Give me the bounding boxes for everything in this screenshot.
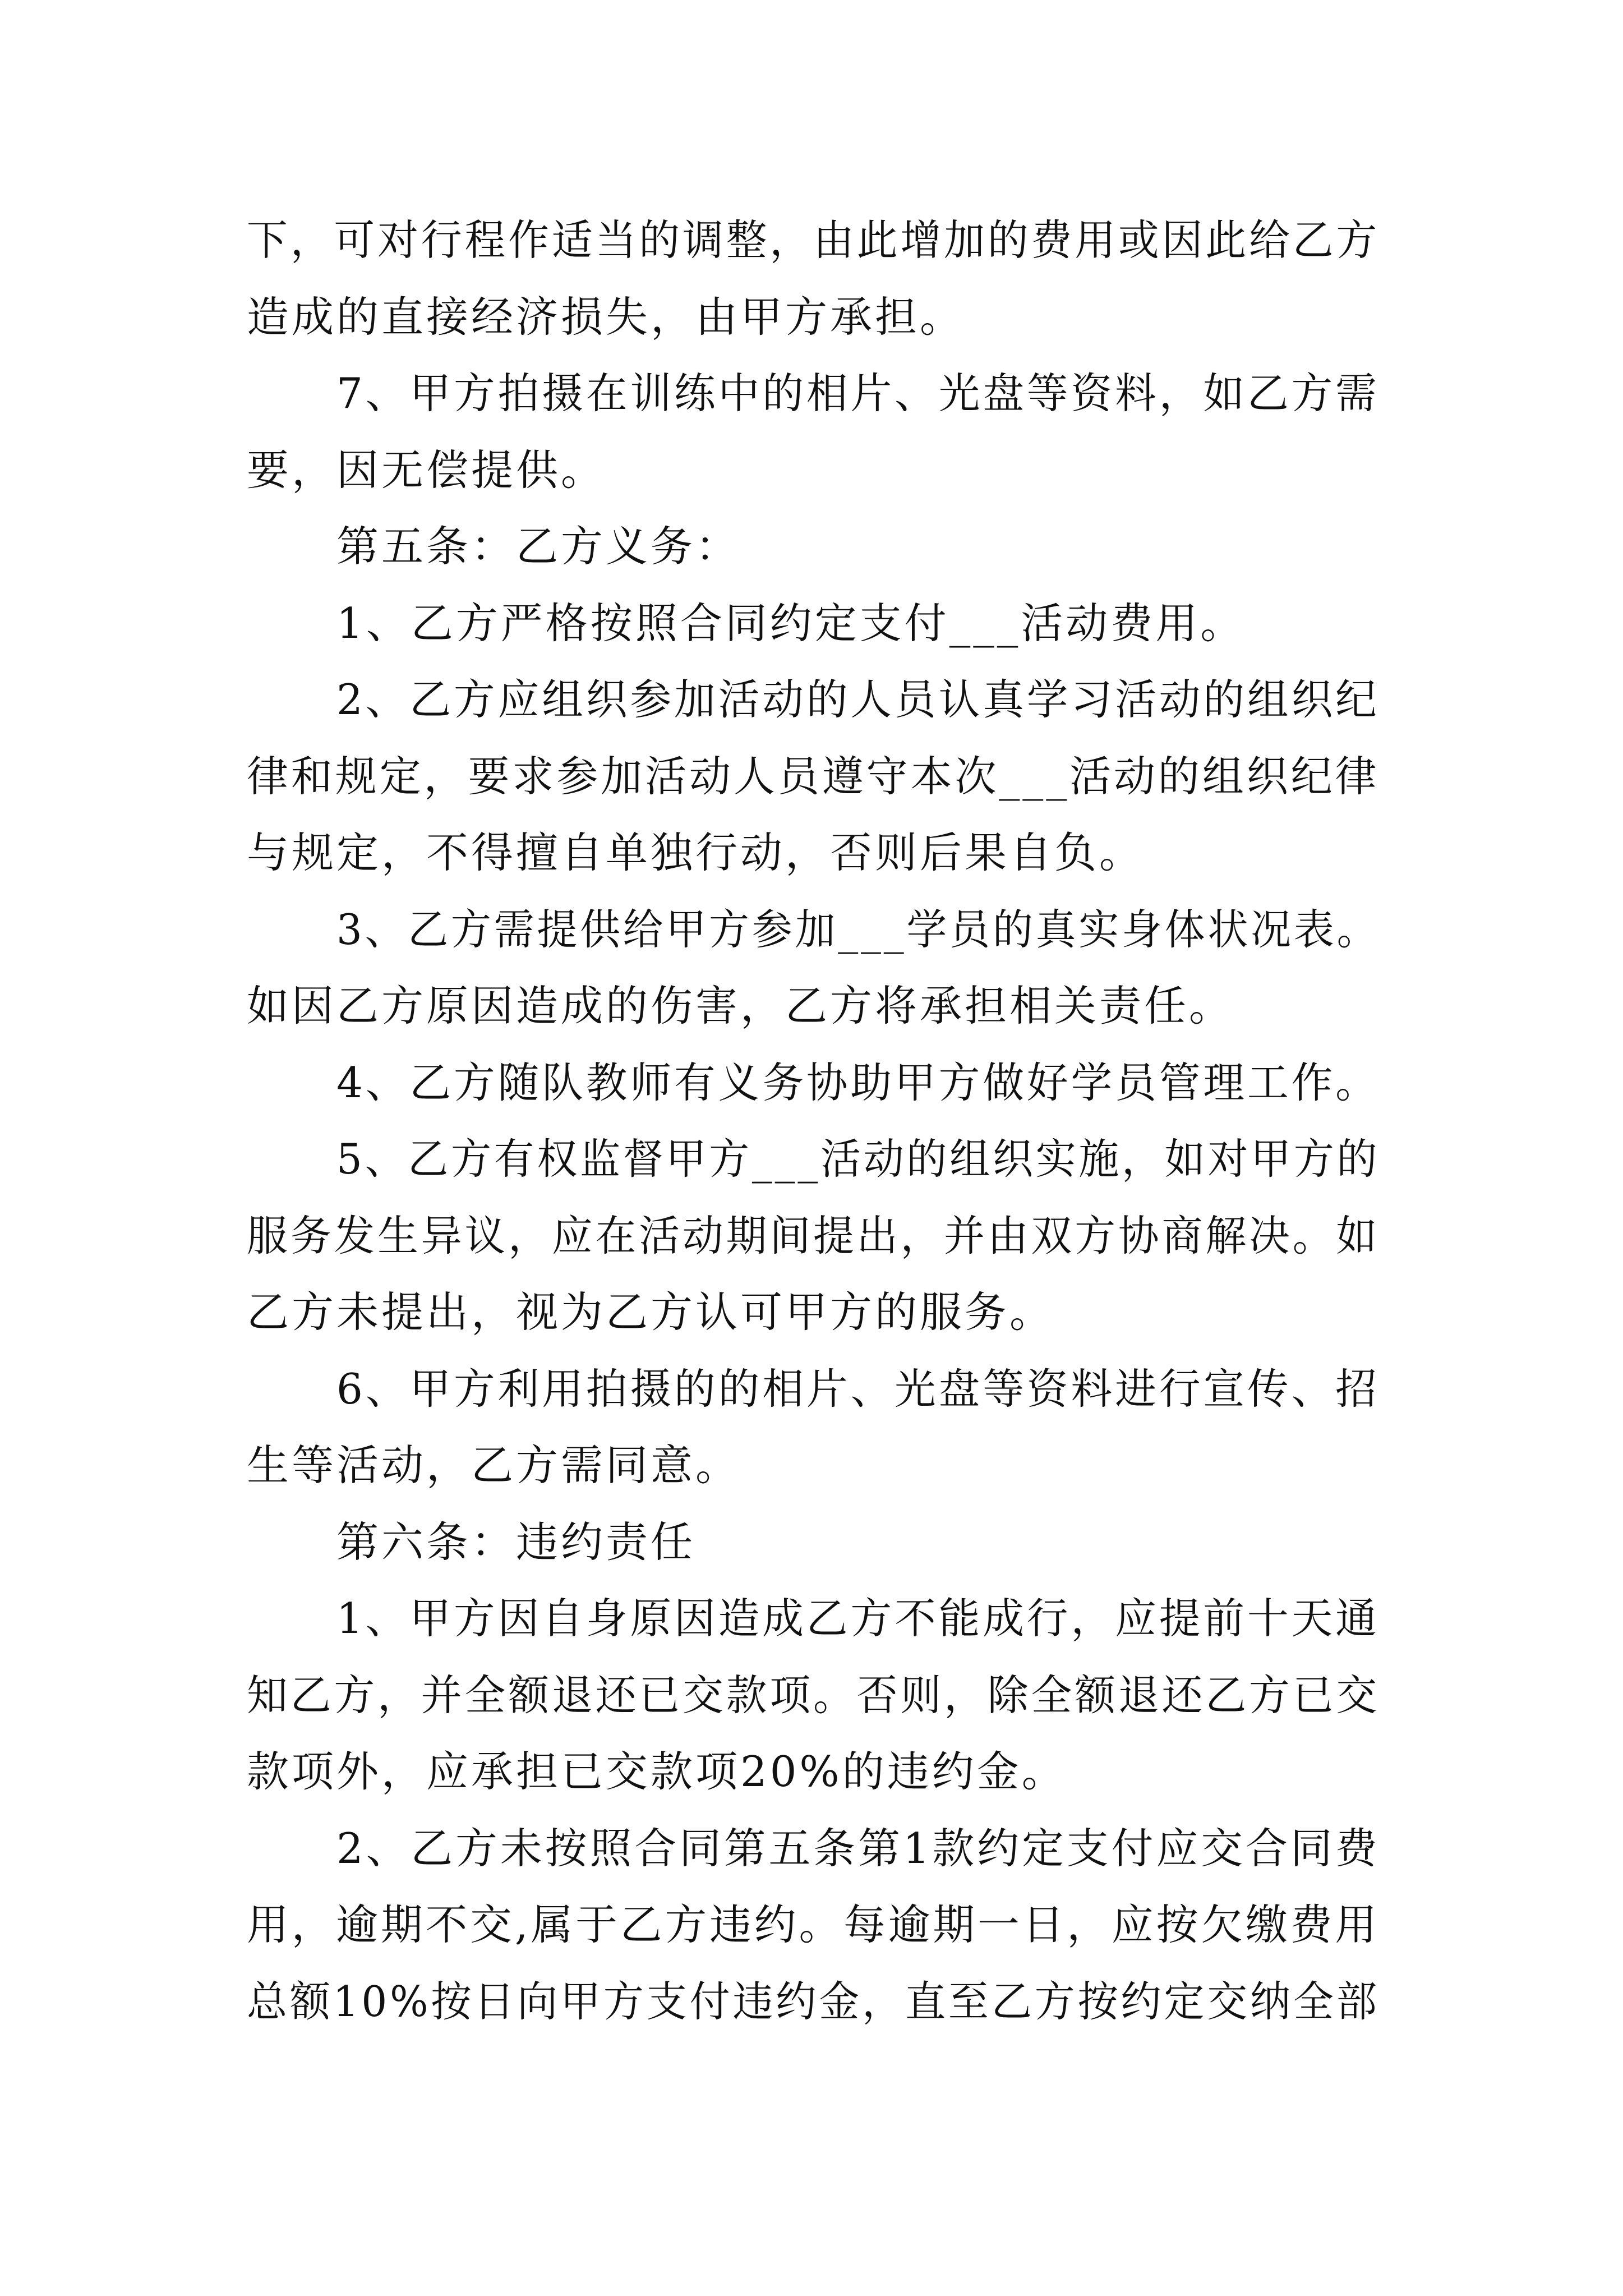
section-heading: 第五条：乙方义务： <box>336 522 741 571</box>
text-line: 2、乙方应组织参加活动的人员认真学习活动的组织纪 <box>336 675 1380 724</box>
text-line: 知乙方，并全额退还已交款项。否则，除全额退还乙方已交 <box>247 1671 1380 1720</box>
text-line: 如因乙方原因造成的伤害，乙方将承担相关责任。 <box>247 981 1234 1030</box>
text-line: 总额10%按日向甲方支付违约金，直至乙方按约定交纳全部 <box>247 1977 1380 2026</box>
text-line: 用，逾期不交,属于乙方违约。每逾期一日，应按欠缴费用 <box>247 1900 1380 1949</box>
section-heading: 第六条：违约责任 <box>336 1517 696 1567</box>
text-line: 6、甲方利用拍摄的的相片、光盘等资料进行宣传、招 <box>336 1364 1380 1414</box>
text-line: 4、乙方随队教师有义务协助甲方做好学员管理工作。 <box>336 1058 1380 1107</box>
text-line: 款项外，应承担已交款项20%的违约金。 <box>247 1747 1067 1796</box>
text-line: 7、甲方拍摄在训练中的相片、光盘等资料，如乙方需 <box>336 369 1380 418</box>
text-line: 要，因无偿提供。 <box>247 445 606 495</box>
text-line: 律和规定，要求参加活动人员遵守本次___活动的组织纪律 <box>247 752 1380 801</box>
text-line: 与规定，不得擅自单独行动，否则后果自负。 <box>247 828 1145 877</box>
text-line: 1、乙方严格按照合同约定支付___活动费用。 <box>336 599 1246 648</box>
text-line: 造成的直接经济损失，由甲方承担。 <box>247 292 965 342</box>
text-line: 3、乙方需提供给甲方参加___学员的真实身体状况表。 <box>336 905 1380 954</box>
text-line: 乙方未提出，视为乙方认可甲方的服务。 <box>247 1287 1055 1337</box>
text-line: 下，可对行程作适当的调整，由此增加的费用或因此给乙方 <box>247 215 1380 265</box>
text-line: 生等活动，乙方需同意。 <box>247 1441 741 1490</box>
text-line: 服务发生异议，应在活动期间提出，并由双方协商解决。如 <box>247 1211 1380 1260</box>
text-line: 2、乙方未按照合同第五条第1款约定支付应交合同费 <box>336 1824 1380 1873</box>
text-line: 5、乙方有权监督甲方___活动的组织实施，如对甲方的 <box>336 1134 1380 1184</box>
text-line: 1、甲方因自身原因造成乙方不能成行，应提前十天通 <box>336 1594 1380 1643</box>
